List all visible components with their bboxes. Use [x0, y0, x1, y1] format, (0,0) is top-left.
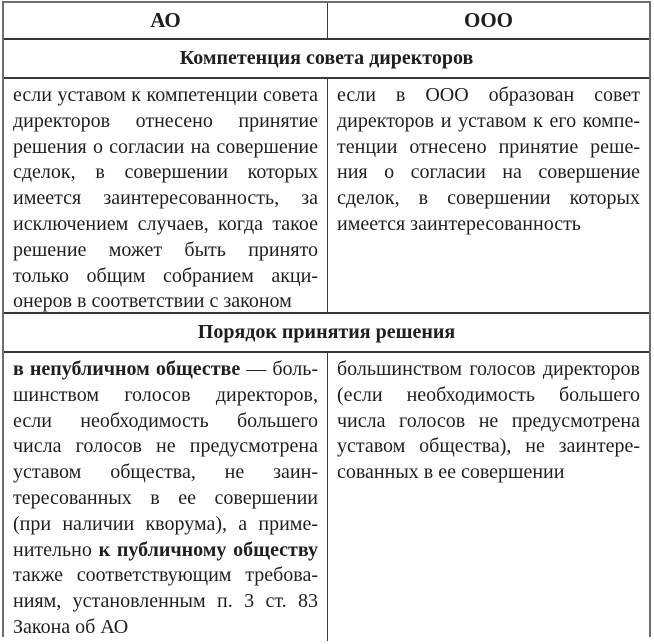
- text-segment-public-rest: также соответствующим требованиям, установленным п. 3 ст. 83 Закона об АО: [13, 564, 318, 638]
- column-header-ooo: ООО: [328, 3, 649, 38]
- column-header-ao: АО: [4, 3, 328, 38]
- text-segment-nonpublic-rest: — большинством голосов директоров, если необходимость большего числа голосов не предусмотрена уставом общества, не заинтересованных в ее совершении (при наличии кворума), а применительно: [13, 358, 319, 561]
- cell-procedure-ao: [4, 351, 328, 641]
- section-title-competence: Компетенция совета директоров: [4, 38, 649, 77]
- text-segment-nonpublic-bold: в непубличном обществе: [13, 358, 241, 380]
- cell-competence-ao: если уставом к компетенции совета директоров отнесено принятие решения о согласии на совершение сделок, в совершении которых имеется заинтересованность, за исключением случаев, когда такое решение может быть принято только общим собранием акционеров в соответствии с законом: [4, 77, 328, 312]
- text-segment-public-bold: к публичному обществу: [98, 538, 319, 561]
- cell-competence-ooo: если в ООО образован совет директоров и уставом к его компетенции отнесено принятие решения о согласии на совершение сделок, в совершении которых имеется заинтересованность: [328, 77, 649, 312]
- cell-procedure-ooo: большинством голосов директоров (если необходимость большего числа голосов не предусмотрена уставом общества), не заинтересованных в ее совершении: [328, 351, 649, 641]
- comparison-table: [2, 1, 651, 637]
- section-title-decision-procedure: Порядок принятия решения: [4, 312, 649, 351]
